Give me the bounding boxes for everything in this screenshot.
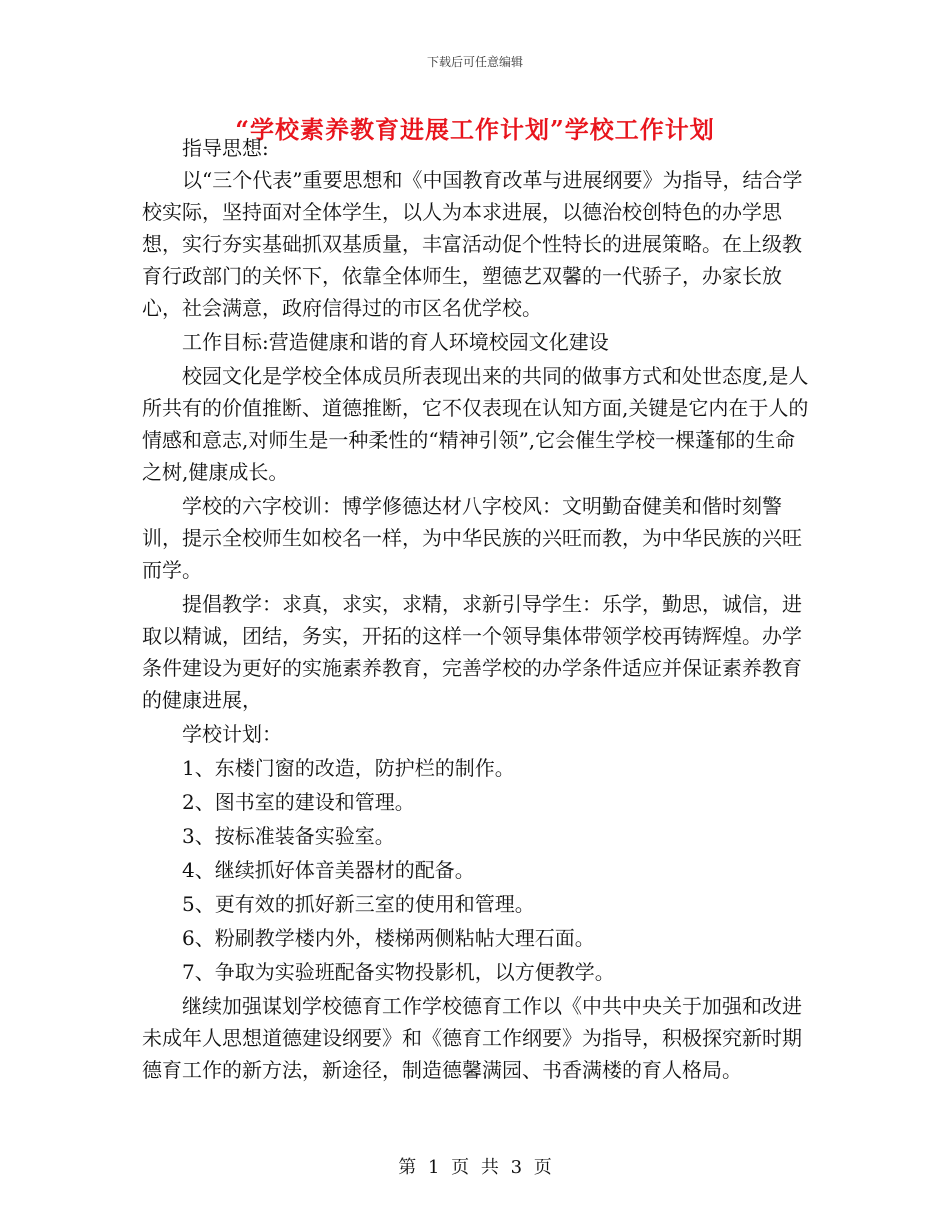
footer-total-label: 共 bbox=[480, 1157, 499, 1178]
list-item: 1、东楼门窗的改造，防护栏的制作。 bbox=[182, 756, 515, 780]
paragraph-guiding-ideology: 以“三个代表”重要思想和《中国教育改革与进展纲要》为指导，结合学校实际，坚持面对全体学生，以人为本求进展，以德治校创特色的办学思想，实行夯实基础抓双基质量，丰富活动促个性特长的进展策略。在上级教育行政部门的关怀下，依靠全体师生，塑德艺双馨的一代骄子，办家长放心，社会满意，政府信得过的市区名优学校。 bbox=[142, 168, 803, 320]
document-body bbox=[142, 132, 810, 1086]
footer-page-unit: 页 bbox=[451, 1157, 470, 1178]
paragraph-work-goal: 工作目标:营造健康和谐的育人环境校园文化建设 bbox=[182, 330, 609, 354]
document-title: “学校素养教育进展工作计划”学校工作计划 bbox=[235, 115, 715, 144]
footer-page-label: 第 bbox=[398, 1157, 417, 1178]
list-item: 5、更有效的抓好新三室的使用和管理。 bbox=[182, 892, 535, 916]
paragraph-campus-culture: 校园文化是学校全体成员所表现出来的共同的做事方式和处世态度,是人所共有的价值推断、道德推断，它不仅表现在认知方面,关键是它内在于人的情感和意志,对师生是一种柔性的“精神引领”,它会催生学校一棵蓬郁的生命之树,健康成长。 bbox=[142, 364, 809, 484]
paragraph-school-motto: 学校的六字校训：博学修德达材八字校风：文明勤奋健美和偕时刻警训，提示全校师生如校名一样，为中华民族的兴旺而教，为中华民族的兴旺而学。 bbox=[142, 494, 802, 582]
paragraph-guiding-ideology-heading: 指导思想: bbox=[182, 136, 269, 160]
paragraph-school-plan-heading: 学校计划： bbox=[182, 722, 282, 746]
list-item: 4、继续抓好体音美器材的配备。 bbox=[182, 858, 475, 882]
footer-total-unit: 页 bbox=[533, 1157, 552, 1178]
list-item: 6、粉刷教学楼内外，楼梯两侧粘帖大理石面。 bbox=[182, 926, 595, 950]
paragraph-teaching: 提倡教学：求真，求实，求精，求新引导学生：乐学，勤思，诚信，进取以精诚，团结，务实，开拓的这样一个领导集体带领学校再铸辉煌。办学条件建设为更好的实施素养教育，完善学校的办学条件适应并保证素养教育的健康进展， bbox=[142, 592, 802, 712]
footer-total-pages: 3 bbox=[510, 1157, 523, 1178]
list-item: 3、按标准装备实验室。 bbox=[182, 824, 395, 848]
paragraph-moral-education: 继续加强谋划学校德育工作学校德育工作以《中共中央关于加强和改进未成年人思想道德建设纲要》和《德育工作纲要》为指导，积极探究新时期德育工作的新方法，新途径，制造德馨满园、书香满楼的育人格局。 bbox=[142, 994, 802, 1082]
list-item: 7、争取为实验班配备实物投影机，以方便教学。 bbox=[182, 960, 615, 984]
list-item: 2、图书室的建设和管理。 bbox=[182, 790, 415, 814]
footer-page-number: 1 bbox=[427, 1157, 440, 1178]
header-note: 下载后可任意编辑 bbox=[426, 55, 523, 69]
page-footer bbox=[0, 1153, 950, 1179]
